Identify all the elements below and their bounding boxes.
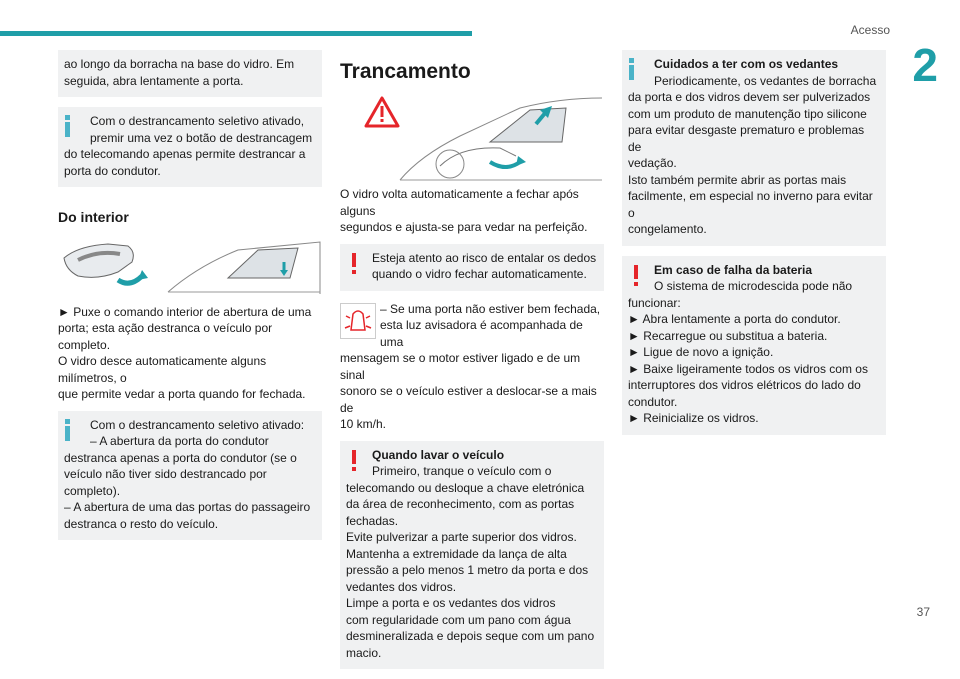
note-title: Em caso de falha da bateria: [654, 262, 813, 277]
chapter-number: 2: [912, 39, 938, 91]
note-title: Cuidados a ter com os vedantes: [654, 57, 839, 71]
header-accent-bar: [0, 31, 472, 36]
paragraph-line: porta; esta ação destranca o veículo por completo.: [58, 321, 273, 352]
note-line: Com o destrancamento seletivo ativado,: [90, 114, 305, 128]
section-title: Acesso: [850, 23, 890, 37]
interior-handle-illustration: [58, 236, 322, 296]
note-line: interruptores dos vidros elétricos do lado do: [628, 378, 861, 392]
note-line: ► Ligue de novo a ignição.: [628, 345, 774, 359]
note-line: desmineralizada e depois seque com um pano: [346, 629, 595, 643]
lamp-line: sonoro se o veículo estiver a deslocar-se a mais de: [340, 384, 597, 415]
paragraph-line: O vidro desce automaticamente alguns milímetros, o: [58, 354, 267, 385]
note-line: macio.: [346, 645, 382, 660]
info-icon: [64, 419, 72, 441]
lamp-line: esta luz avisadora é acompanhada de uma: [380, 318, 583, 349]
note-line: funcionar:: [628, 295, 681, 310]
heading-from-inside: Do interior: [58, 209, 129, 225]
door-open-lamp-icon: [340, 303, 376, 339]
lamp-line: 10 km/h.: [340, 417, 387, 431]
warning-note-washing: [340, 441, 604, 670]
column-3: [622, 50, 886, 445]
warning-note-fingers: [340, 244, 604, 291]
note-line: Evite pulverizar a parte superior dos vidros.: [346, 530, 577, 544]
paragraph-line: que permite vedar a porta quando for fechada.: [58, 387, 306, 401]
note-line: fechadas.: [346, 513, 399, 528]
continued-text: ao longo da borracha na base do vidro. Em seguida, abra lentamente a porta.: [64, 57, 295, 88]
lamp-line: – Se uma porta não estiver bem fechada,: [380, 301, 601, 316]
note-line: telecomando ou desloque a chave eletrónica: [346, 480, 585, 495]
note-line: ► Baixe ligeiramente todos os vidros com os: [628, 361, 868, 376]
note-line: destranca o resto do veículo.: [64, 516, 219, 531]
note-line: do telecomando apenas permite destrancar a: [64, 147, 306, 161]
note-line: – A abertura de uma das portas do passageiro: [64, 500, 311, 514]
note-line: para evitar desgaste prematuro e problemas de: [628, 123, 865, 154]
note-line: condutor.: [628, 394, 678, 409]
door-open-warning-lamp: [340, 301, 604, 351]
note-line: com regularidade com um pano com água: [346, 612, 571, 627]
warning-note-battery: [622, 256, 886, 435]
note-line: – A abertura da porta do condutor: [90, 434, 269, 448]
note-line: Primeiro, tranque o veículo com o: [372, 464, 552, 478]
note-line: com um produto de manutenção tipo silicone: [628, 106, 867, 121]
note-line: destranca apenas a porta do condutor (se o: [64, 450, 297, 465]
info-note-seals: [622, 50, 886, 246]
note-line: quando o vidro fechar automaticamente.: [372, 267, 587, 281]
note-line: Isto também permite abrir as portas mais: [628, 172, 847, 187]
info-icon: [64, 115, 72, 137]
note-line: ► Recarregue ou substitua a bateria.: [628, 328, 828, 343]
note-line: vedantes dos vidros.: [346, 579, 457, 594]
column-1: [58, 50, 322, 550]
note-line: O sistema de microdescida pode não: [654, 279, 853, 293]
heading-locking: Trancamento: [340, 60, 471, 83]
note-line: Periodicamente, os vedantes de borracha: [654, 73, 877, 88]
note-line: vedação.: [628, 156, 677, 170]
paragraph-line: O vidro volta automaticamente a fechar após alguns: [340, 187, 579, 218]
note-line: da área de reconhecimento, com as portas: [346, 497, 575, 511]
note-line: Com o destrancamento seletivo ativado:: [90, 417, 305, 432]
locking-illustration: [340, 86, 604, 182]
info-note-selective-unlock: [58, 107, 322, 187]
note-line: premir uma vez o botão de destrancagem: [90, 130, 313, 145]
page-number: 37: [916, 605, 930, 619]
info-icon: [628, 58, 636, 80]
note-line: veículo não tiver sido destrancado por completo).: [64, 467, 267, 498]
paragraph-line: ► Puxe o comando interior de abertura de uma: [58, 304, 312, 319]
warning-icon: [352, 253, 358, 275]
continued-text-box: [58, 50, 322, 97]
note-line: da porta e dos vidros devem ser pulverizados: [628, 90, 871, 104]
warning-icon: [634, 265, 640, 287]
note-line: pressão a pelo menos 1 metro da porta e dos: [346, 563, 589, 577]
column-2: [340, 50, 604, 679]
note-line: ► Abra lentamente a porta do condutor.: [628, 312, 841, 326]
note-line: Mantenha a extremidade da lança de alta: [346, 546, 567, 561]
note-line: Limpe a porta e os vedantes dos vidros: [346, 596, 556, 610]
info-note-selective-unlock-inside: [58, 411, 322, 541]
warning-icon: [352, 450, 358, 472]
note-line: Esteja atento ao risco de entalar os dedos: [372, 250, 597, 265]
lamp-line: mensagem se o motor estiver ligado e de um sinal: [340, 351, 581, 382]
note-line: porta do condutor.: [64, 163, 161, 178]
note-line: ► Reinicialize os vidros.: [628, 411, 759, 425]
note-line: congelamento.: [628, 222, 707, 236]
note-title: Quando lavar o veículo: [372, 447, 505, 462]
paragraph-line: segundos e ajusta-se para vedar na perfeição.: [340, 220, 588, 234]
note-line: facilmente, em especial no inverno para evitar o: [628, 189, 873, 220]
